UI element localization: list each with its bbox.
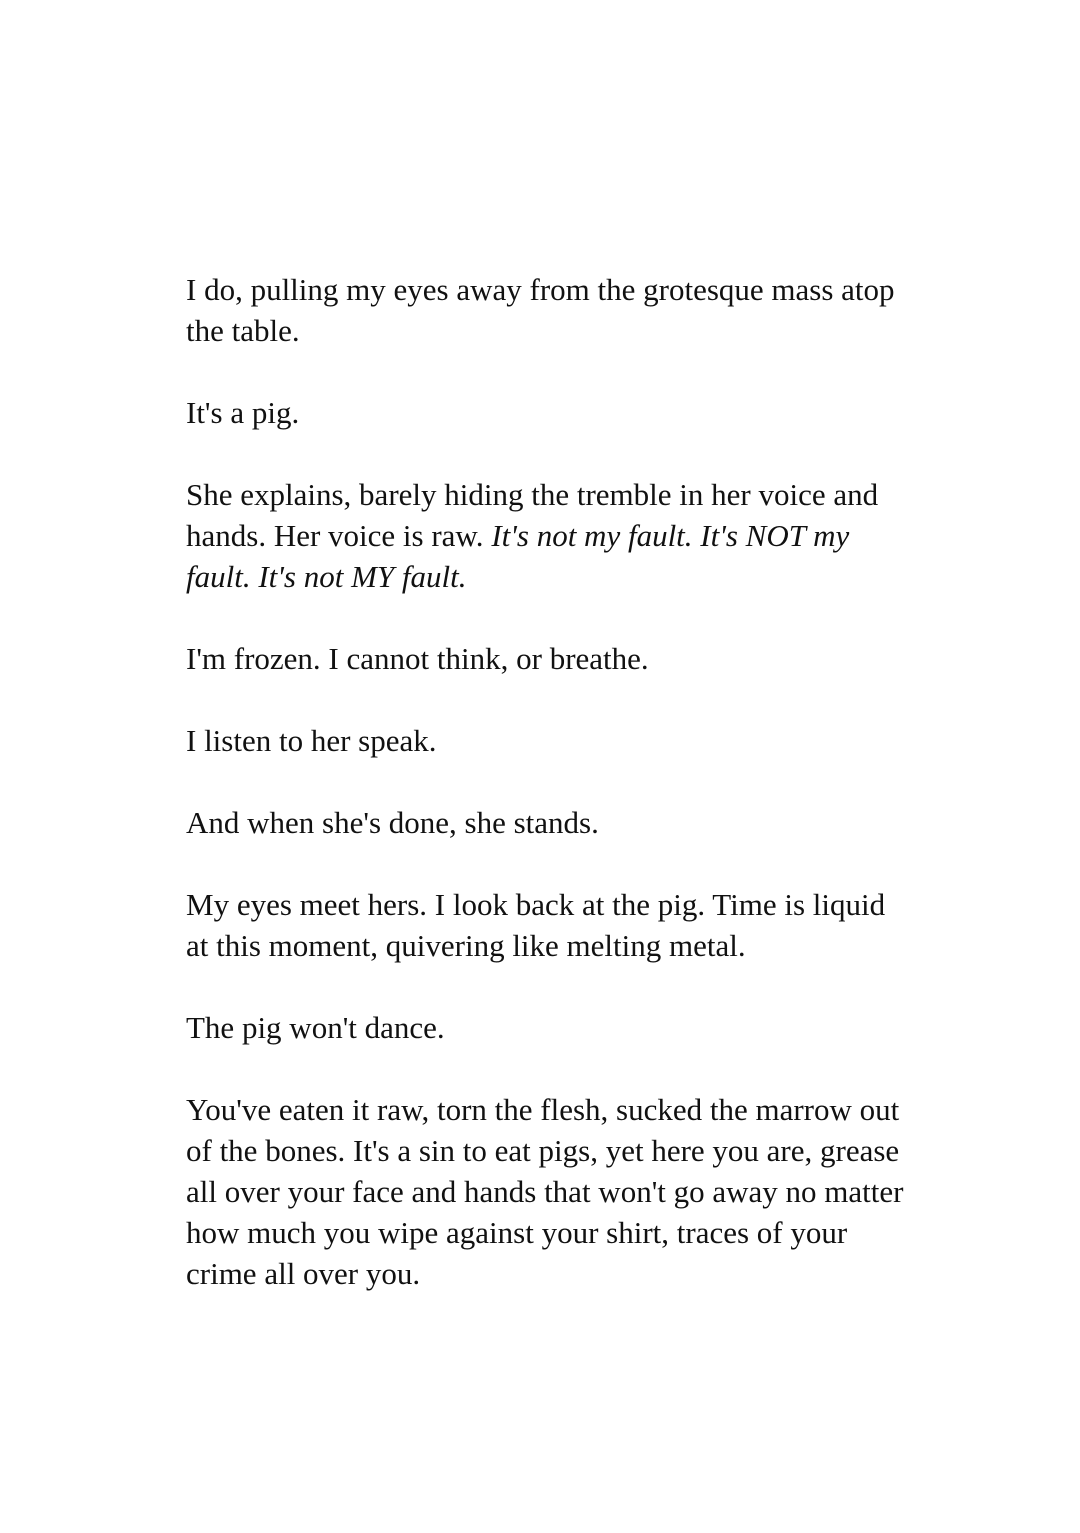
paragraph — [186, 474, 906, 597]
paragraph: The pig won't dance. — [186, 1010, 445, 1045]
paragraph: I do, pulling my eyes away from the grotesque mass atop the table. — [186, 272, 895, 348]
italic-thought: It's not my fault. It's NOT my fault. It's not MY fault. — [186, 518, 850, 594]
paragraph: My eyes meet hers. I look back at the pig. Time is liquid at this moment, quivering like melting metal. — [186, 887, 886, 963]
paragraph: It's a pig. — [186, 395, 300, 430]
paragraph: And when she's done, she stands. — [186, 805, 599, 840]
paragraph: I'm frozen. I cannot think, or breathe. — [186, 641, 649, 676]
paragraph: I listen to her speak. — [186, 723, 437, 758]
paragraph: You've eaten it raw, torn the flesh, sucked the marrow out of the bones. It's a sin to eat pigs, yet here you are, grease all over your face and hands that won't go away no matter how much you wipe against your shirt, traces of your crime all over you. — [186, 1092, 904, 1291]
document-body — [186, 269, 906, 1294]
paragraph-text: She explains, barely hiding the tremble in her voice and hands. Her voice is raw. — [186, 477, 879, 553]
